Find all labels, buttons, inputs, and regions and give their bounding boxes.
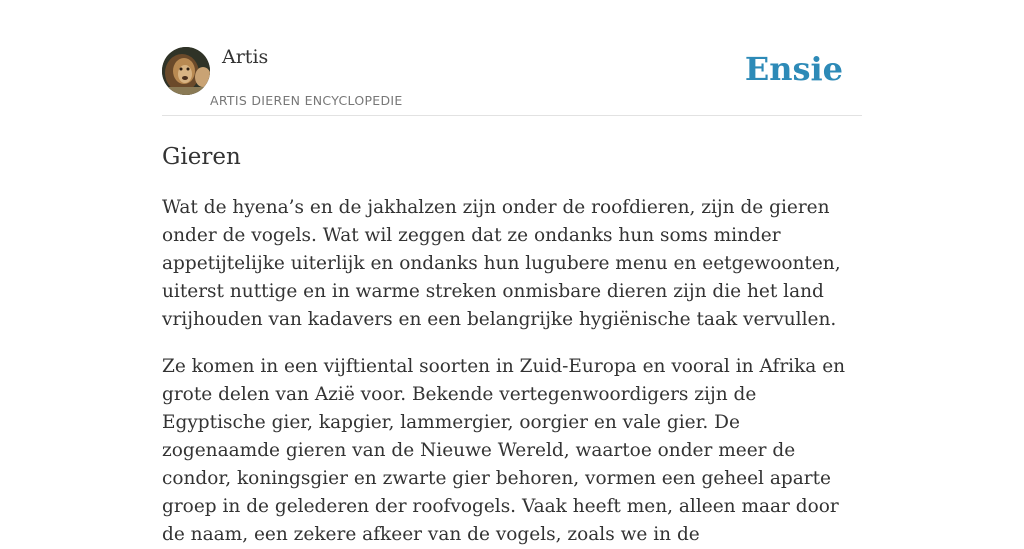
source-subtitle: ARTIS DIEREN ENCYCLOPEDIE: [210, 93, 403, 108]
brand-logo-link[interactable]: Ensie: [744, 50, 843, 88]
article-paragraph: Wat de hyena’s en de jakhalzen zijn onder de roofdieren, zijn de gieren onder de vogels. Wat wil zeggen dat ze ondanks hun soms minder appetijtelijke uiterlijk en ondanks hun lugubere menu en eetgewoonten, uiterst nuttige en in warme streken onmisbare dieren zijn die het land vrijhouden van kadavers en een belangrijke hygiënische taak vervullen.: [162, 197, 841, 330]
article-header: [162, 0, 862, 116]
article-title: Gieren: [162, 144, 241, 170]
source-avatar[interactable]: [162, 47, 210, 95]
article-paragraph: Ze komen in een vijftiental soorten in Zuid-Europa en vooral in Afrika en grote delen van Azië voor. Bekende vertegenwoordigers zijn de Egyptische gier, kapgier, lammergier, oorgier en vale gier. De zogenaamde gieren van de Nieuwe Wereld, waartoe onder meer de condor, koningsgier en zwarte gier behoren, vormen een geheel aparte groep in de gelederen der roofvogels. Vaak heeft men, alleen maar door de naam, een zekere afkeer van de vogels, zoals we in de: [162, 356, 846, 545]
source-name-link[interactable]: Artis: [222, 46, 269, 68]
article-page: [162, 0, 862, 549]
lion-avatar-icon: [162, 47, 210, 95]
